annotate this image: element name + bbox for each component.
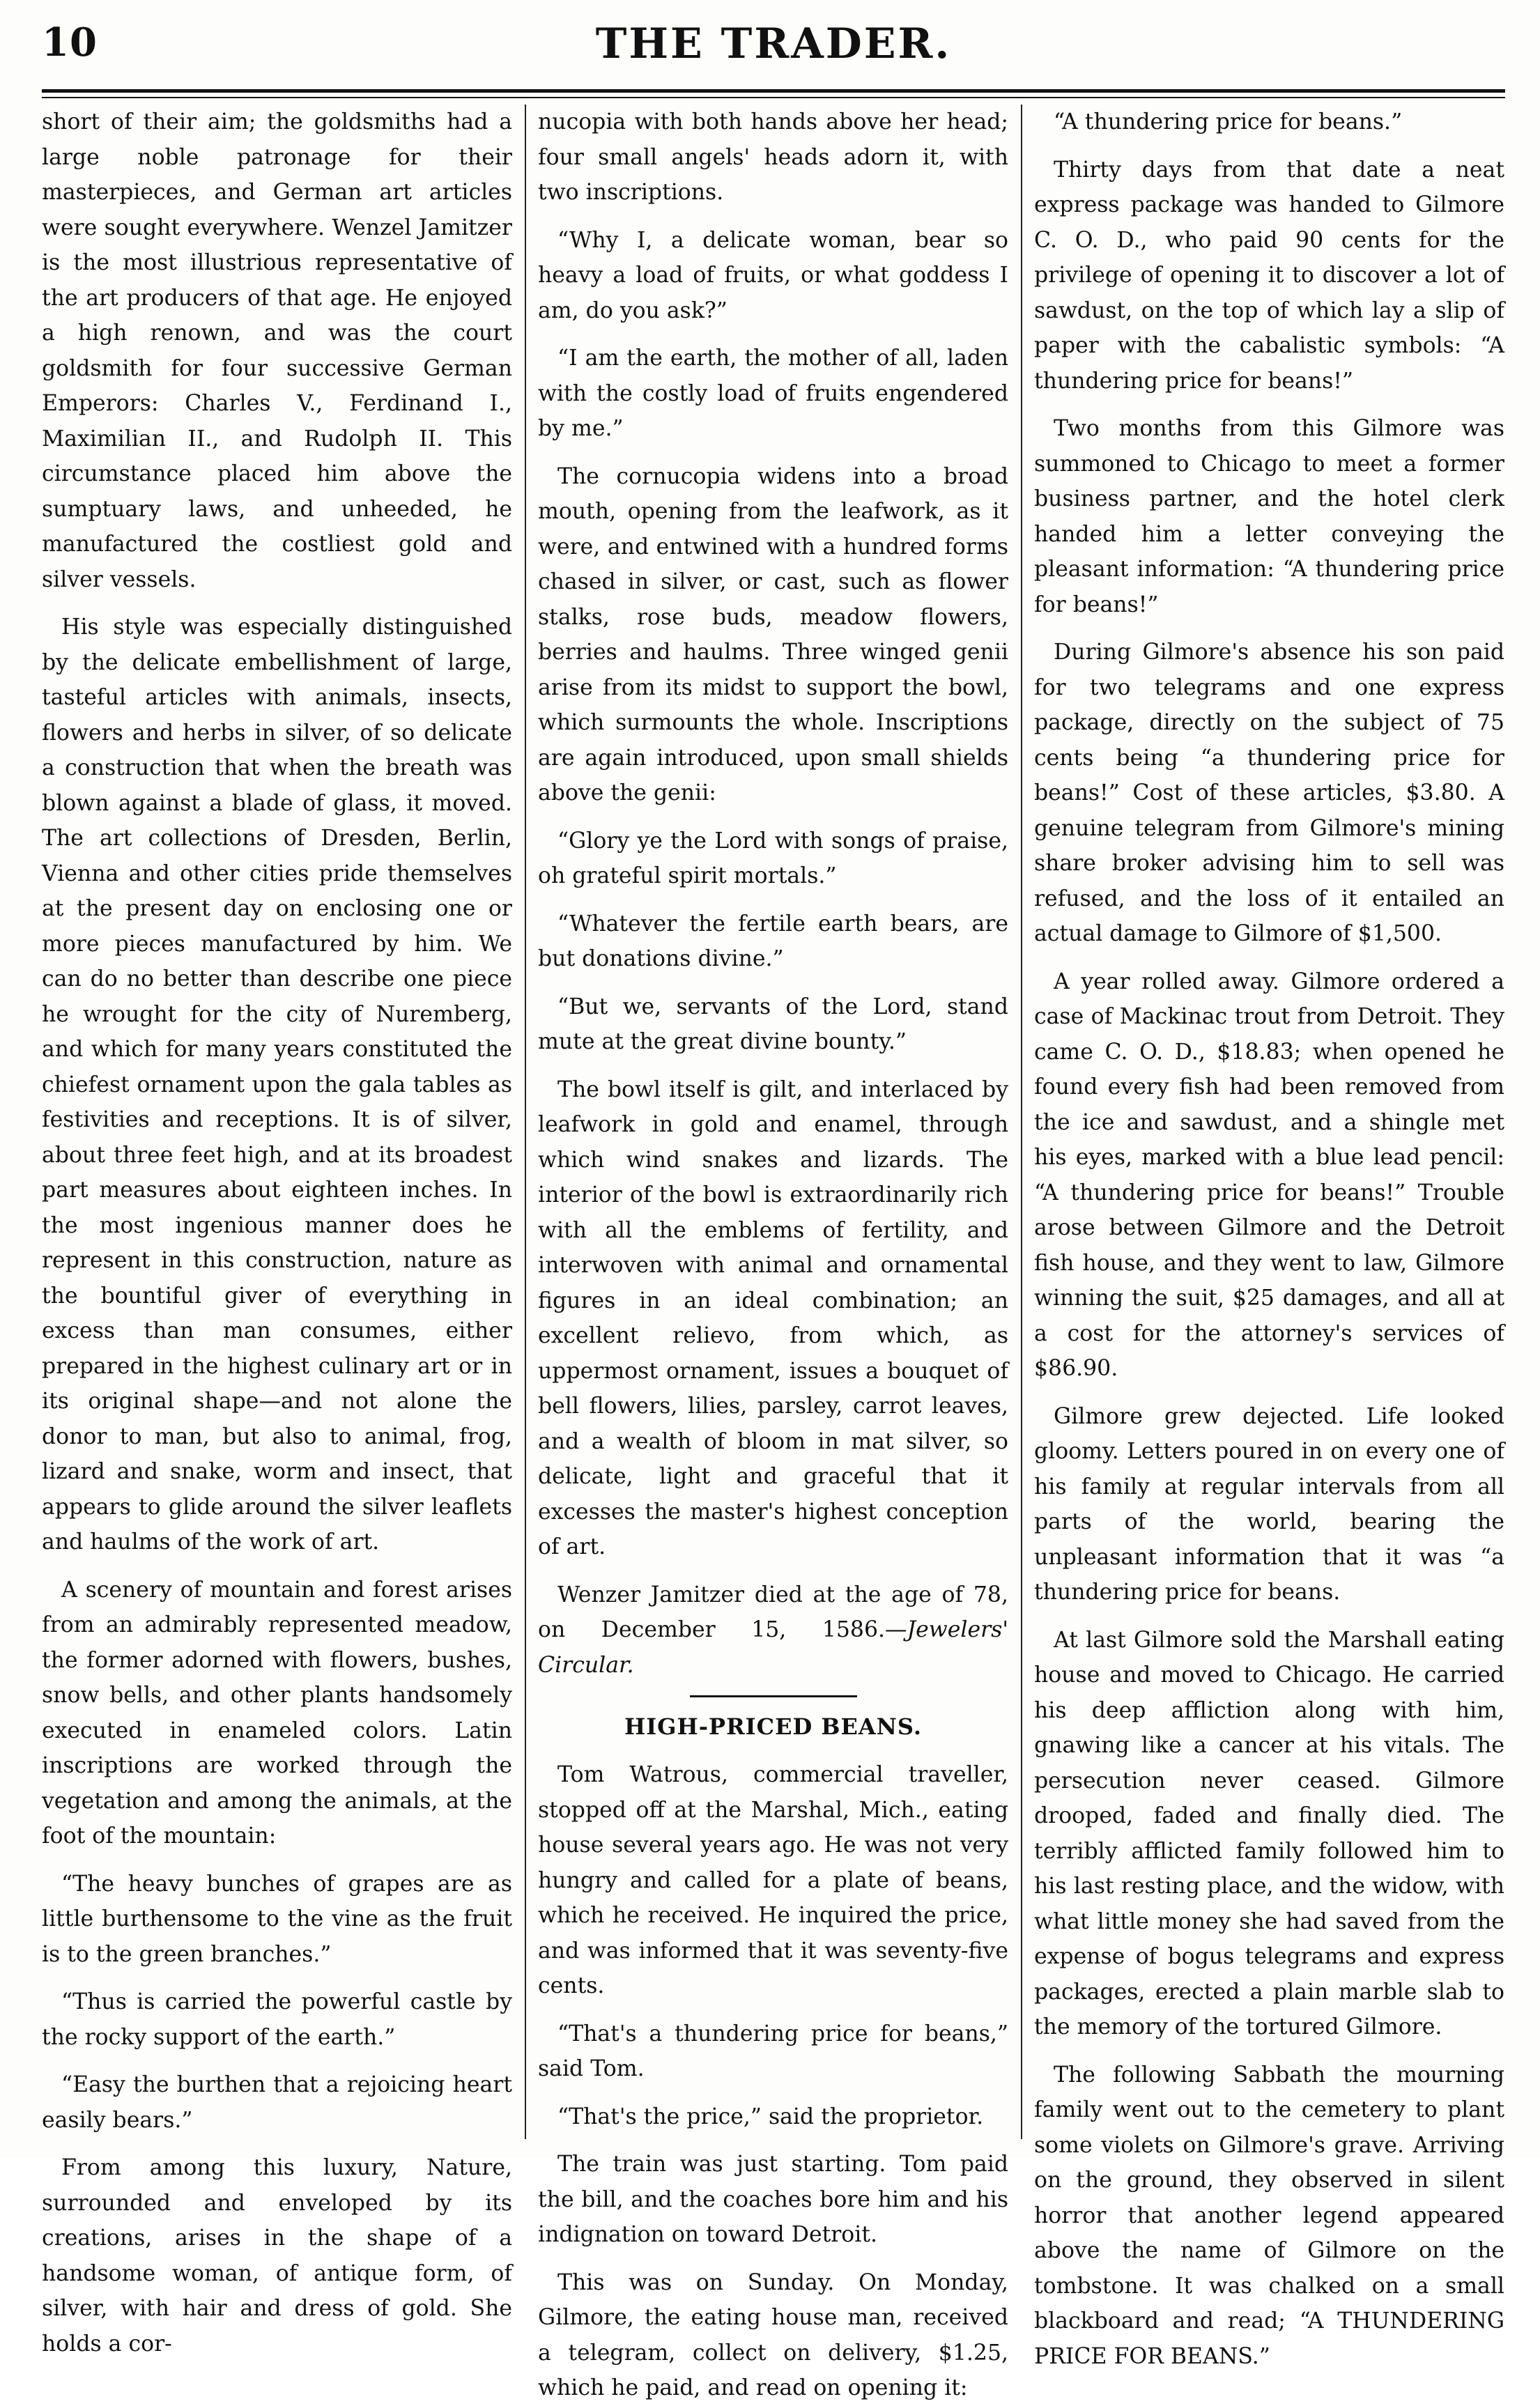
paragraph: Tom Watrous, commercial traveller, stopped off at the Marshal, Mich., eating house several years ago. He was not very hungry and called for a plate of beans, which he received. He inquired the price, and was informed that it was seventy-five cents.	[538, 1762, 1008, 1998]
column-1	[42, 105, 512, 2357]
paragraph: short of their aim; the goldsmiths had a large noble patronage for their masterpieces, and German art articles were sought everywhere. Wenzel Jamitzer is the most illustrious representative of the art producers of that age. He enjoyed a high renown, and was the court goldsmith for four successive German Emperors: Charles V., Ferdinand I., Maximilian II., and Rudolph II. This circumstance placed him above the sumptuary laws, and unheeded, he manufactured the costliest gold and silver vessels.	[42, 109, 512, 592]
paragraph: The cornucopia widens into a broad mouth, opening from the leafwork, as it were, and entwined with a hundred forms chased in silver, or cast, such as flower stalks, rose buds, meadow flowers, berries and haulms. Three winged genii arise from its midst to support the bowl, which surmounts the whole. Inscriptions are again introduced, upon small shields above the genii:	[538, 463, 1008, 805]
quotation: “Why I, a delicate woman, bear so heavy a load of fruits, or what goddess I am, do you ask?”	[538, 227, 1008, 323]
quotation: “That's a thundering price for beans,” said Tom.	[538, 2021, 1008, 2081]
quotation: “Glory ye the Lord with songs of praise, oh grateful spirit mortals.”	[538, 828, 1008, 888]
quotation: “Easy the burthen that a rejoicing heart easily bears.”	[42, 2072, 512, 2133]
paragraph: Thirty days from that date a neat express package was handed to Gilmore C. O. D., who paid 90 cents for the privilege of opening it to discover a lot of sawdust, on the top of which lay a slip of paper with the cabalistic symbols: “A thundering price for beans!”	[1034, 157, 1504, 394]
paragraph: At last Gilmore sold the Marshall eating house and moved to Chicago. He carried his deep affliction along with him, gnawing like a cancer at his vitals. The persecution never ceased. Gilmore drooped, faded and finally died. The terribly afflicted family followed him to his last resting place, and the widow, with what little money she had saved from the expense of bogus telegrams and express packages, erected a plain marble slab to the memory of the tortured Gilmore.	[1034, 1627, 1504, 2039]
section-separator	[690, 1695, 857, 1697]
closing-source: Jewelers' Circular.	[538, 1617, 1008, 1678]
section-title: HIGH-PRICED BEANS.	[624, 1713, 923, 1740]
closing-paragraph	[538, 1578, 1008, 1683]
paragraph: Gilmore grew dejected. Life looked gloomy. Letters poured in on every one of his family at regular intervals from all parts of the world, bearing the unpleasant information that it was “a thundering price for beans.	[1034, 1403, 1504, 1605]
paragraph: The bowl itself is gilt, and interlaced by leafwork in gold and enamel, through which wind snakes and lizards. The interior of the bowl is extraordinarily rich with all the emblems of fertility, and interwoven with animal and ornamental figures in an ideal combination; an excellent relievo, from which, as uppermost ornament, issues a bouquet of bell flowers, lilies, parsley, carrot leaves, and a wealth of bloom in mat silver, so delicate, light and graceful that it excesses the master's highest conception of art.	[538, 1077, 1008, 1559]
paragraph: From among this luxury, Nature, surrounded and enveloped by its creations, arises in the shape of a handsome woman, of antique form, of silver, with hair and dress of gold. She holds a cor-	[42, 2155, 512, 2357]
closing-text: Wenzer Jamitzer died at the age of 78, on December 15, 1586.—	[538, 1582, 1008, 1642]
paragraph: His style was especially distinguished by the delicate embellishment of large, tasteful articles with animals, insects, flowers and herbs in silver, of so delicate a construction that when the breath was blown against a blade of glass, it moved. The art collections of Dresden, Berlin, Vienna and other cities pride themselves at the present day on enclosing one or more pieces manufactured by him. We can do no better than describe one piece he wrought for the city of Nuremberg, and which for many years constituted the chiefest ornament upon the gala tables as festivities and receptions. It is of silver, about three feet high, and at its broadest part measures about eighteen inches. In the most ingenious manner does he represent in this construction, nature as the bountiful giver of everything in excess than man consumes, either prepared in the highest culinary art or in its original shape—and not alone the donor to man, but also to animal, frog, lizard and snake, worm and insect, that appears to glide around the silver leaflets and haulms of the work of art.	[42, 615, 512, 1555]
quotation: “Thus is carried the powerful castle by the rocky support of the earth.”	[42, 1989, 512, 2050]
quotation: “But we, servants of the Lord, stand mute at the great divine bounty.”	[538, 994, 1008, 1054]
article-columns	[42, 105, 1505, 2400]
paragraph: A year rolled away. Gilmore ordered a case of Mackinac trout from Detroit. They came C. O. D., $18.83; when opened he found every fish had been removed from the ice and sawdust, and a shingle met his eyes, marked with a blue lead pencil: “A thundering price for beans!” Trouble arose between Gilmore and the Detroit fish house, and they went to law, Gilmore winning the suit, $25 damages, and all at a cost for the attorney's services of $86.90.	[1034, 969, 1504, 1381]
paragraph: During Gilmore's absence his son paid for two telegrams and one express package, directly on the subject of 75 cents being “a thundering price for beans!” Cost of these articles, $3.80. A genuine telegram from Gilmore's mining share broker advising him to sell was refused, and the loss of it entailed an actual damage to Gilmore of $1,500.	[1034, 640, 1504, 946]
quotation: “I am the earth, the mother of all, laden with the costly load of fruits engendered by me.”	[538, 346, 1008, 441]
column-divider	[1021, 105, 1022, 2139]
page-header	[42, 20, 1505, 96]
paragraph: This was on Sunday. On Monday, Gilmore, the eating house man, received a telegram, collect on delivery, $1.25, which he paid, and read on opening it:	[538, 2269, 1008, 2400]
paragraph: The train was just starting. Tom paid the bill, and the coaches bore him and his indignation on toward Detroit.	[538, 2152, 1008, 2247]
paragraph: nucopia with both hands above her head; four small angels' heads adorn it, with two inscriptions.	[538, 109, 1008, 205]
column-2	[538, 105, 1008, 2400]
paragraph: The following Sabbath the mourning family went out to the cemetery to plant some violets on Gilmore's grave. Arriving on the ground, they observed in silent horror that another legend appeared above the name of Gilmore on the tombstone. It was chalked on a small blackboard and read; “A THUNDERING PRICE FOR BEANS.”	[1034, 2062, 1504, 2369]
column-divider	[525, 105, 526, 2139]
header-rule-thin	[42, 97, 1505, 98]
quotation: “The heavy bunches of grapes are as little burthensome to the vine as the fruit is to the green branches.”	[42, 1871, 512, 1967]
masthead-title: THE TRADER.	[595, 20, 952, 68]
quotation: “A thundering price for beans.”	[1054, 109, 1403, 134]
page-number: 10	[42, 20, 98, 65]
header-rule	[42, 89, 1505, 93]
paragraph: Two months from this Gilmore was summoned to Chicago to meet a former business partner, and the hotel clerk handed him a letter conveying the pleasant information: “A thundering price for beans!”	[1034, 416, 1504, 617]
column-3	[1034, 105, 1504, 2369]
quotation: “Whatever the fertile earth bears, are but donations divine.”	[538, 911, 1008, 971]
quotation: “That's the price,” said the proprietor.	[557, 2104, 984, 2129]
paragraph: A scenery of mountain and forest arises from an admirably represented meadow, the former adorned with flowers, bushes, snow bells, and other plants handsomely executed in enameled colors. Latin inscriptions are worked through the vegetation and among the animals, at the foot of the mountain:	[42, 1577, 512, 1849]
